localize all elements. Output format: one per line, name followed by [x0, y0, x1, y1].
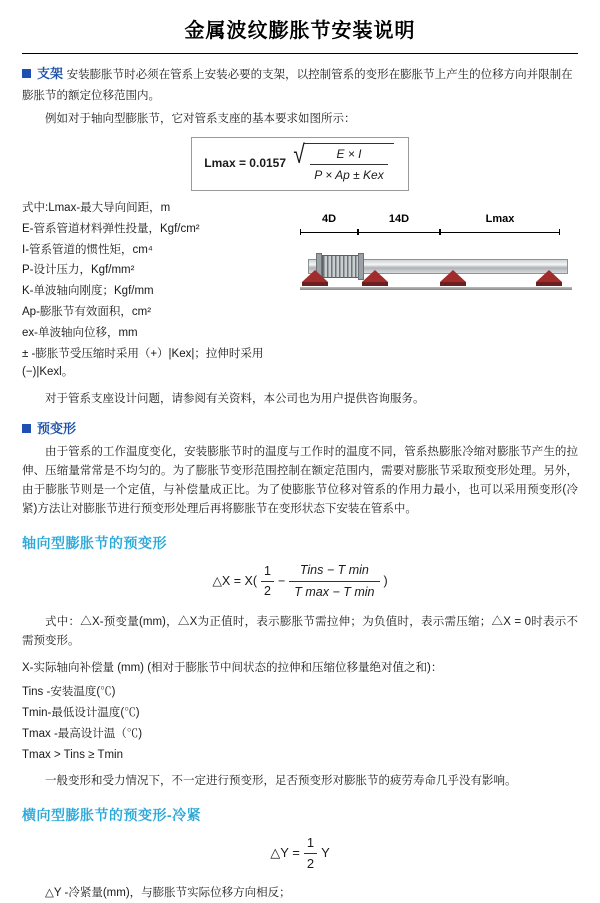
formula-lmax-numerator: E × I	[310, 145, 387, 166]
axial-definitions	[22, 659, 578, 764]
formula-axial-half-denominator: 2	[264, 584, 271, 599]
title-divider	[22, 53, 578, 54]
section-heading-predeform-label: 预变形	[37, 421, 77, 437]
expansion-joint-diagram	[300, 197, 578, 299]
section-heading-lateral: 横向型膨胀节的预变形-冷紧	[22, 807, 202, 824]
formula-lateral-half-denominator: 2	[306, 855, 315, 871]
formula-lateral-box	[270, 833, 330, 874]
dimension-lmax	[440, 211, 560, 235]
radical-sign-icon: √	[293, 138, 305, 169]
formula-lateral-half	[304, 833, 317, 874]
formula-lmax-denominator: P × Ap ± Kex	[314, 168, 384, 183]
dimension-4d-bar	[300, 229, 358, 235]
formula-axial-frac-denominator: T max − T min	[294, 585, 375, 600]
formula-lmax-radical	[292, 138, 394, 185]
formula-lateral-rhs: Y	[321, 845, 330, 861]
legend-item: K-单波轴向刚度；Kgf/mm	[22, 285, 154, 298]
section-heading-support-label: 支架	[37, 66, 64, 81]
formula-axial-box	[212, 561, 387, 603]
formula-axial-fraction	[289, 561, 379, 603]
dimension-14d-bar	[358, 229, 440, 235]
support-paragraph-2: 例如对于轴向型膨胀节，它对管系支座的基本要求如图所示：	[45, 112, 356, 125]
legend-item: Ap-膨胀节有效面积，cm²	[22, 306, 152, 319]
legend-item: I-管系管道的惯性矩，cm⁴	[22, 243, 153, 256]
formula-lmax-lhs: Lmax = 0.0157	[204, 156, 287, 171]
diagram-dimensions	[300, 211, 572, 235]
definition-item: X-实际轴向补偿量 (mm) (相对于膨胀节中间状态的拉伸和压缩位移量绝对值之和)：	[22, 661, 443, 674]
formula-lateral-lhs: △Y =	[270, 845, 300, 861]
dimension-14d	[358, 211, 440, 235]
formula-axial-rhs: )	[383, 574, 388, 589]
formula-lateral	[22, 833, 578, 874]
page-title: 金属波纹膨胀节安装说明	[184, 20, 416, 42]
formula-axial-half	[261, 562, 274, 602]
guide-support-icon	[302, 270, 328, 287]
formula-lmax-box	[191, 137, 408, 191]
dimension-4d	[300, 211, 358, 235]
definition-item: Tins -安装温度(℃)	[22, 686, 116, 699]
legend-diagram-split	[22, 197, 578, 387]
dimension-lmax-bar	[440, 229, 560, 235]
legend-item: E-管系管道材料弹性投量，Kgf/cm²	[22, 222, 200, 235]
axial-note: 式中：△X-预变量(mm)，△X为正值时，表示膨胀节需拉伸；为负值时，表示需压缩；△X = 0时表示不需预变形。	[22, 615, 578, 647]
legend-item: 式中:Lmax-最大导向间距，m	[22, 201, 171, 214]
square-bullet-icon	[22, 69, 31, 78]
legend-item: ex-单波轴向位移，mm	[22, 327, 138, 340]
formula-lmax	[22, 137, 578, 191]
section-heading-axial: 轴向型膨胀节的预变形	[22, 535, 167, 552]
dimension-lmax-label: Lmax	[485, 212, 515, 225]
section-heading-predeform	[22, 419, 578, 439]
guide-support-icon	[440, 270, 466, 287]
ground-line-icon	[300, 287, 572, 290]
definition-item: Tmax > Tins ≥ Tmin	[22, 748, 123, 761]
support-paragraph-1: 安装膨胀节时必须在管系上安装必要的支架，以控制管系的变形在膨胀节上产生的位移方向并限制在膨胀节的额定位移范围内。	[22, 69, 573, 102]
guide-support-icon	[536, 270, 562, 287]
axial-tail: 一般变形和受力情况下，不一定进行预变形，足否预变形对膨胀节的疲劳寿命几乎没有影响。	[45, 775, 517, 788]
square-bullet-icon	[22, 424, 31, 433]
definition-item: Tmin-最低设计温度(℃)	[22, 706, 140, 719]
formula-axial	[22, 561, 578, 603]
support-note: 对于管系支座设计问题，请参阅有关资料，本公司也为用户提供咨询服务。	[45, 393, 425, 406]
predeform-paragraph: 由于管系的工作温度变化，安装膨胀节时的温度与工作时的温度不同，管系热膨胀冷缩对膨胀节产生的拉伸、压缩量常常是不均匀的。为了膨胀节变形范围控制在额定范围内，需要对膨胀节采取预变形处理。另外，由于膨胀节则是一个定值，与补偿量成正比。为了使膨胀节位移对管系的作用力最小，也可以采用预变形(冷紧)方法让对膨胀节进行预变形处理后再将膨胀节在变形状态下安装在管系中。	[22, 446, 578, 516]
section-heading-support	[22, 64, 578, 106]
diagram-body	[300, 211, 572, 299]
dimension-14d-label: 14D	[388, 212, 410, 225]
lateral-note: △Y -冷紧量(mm)，与膨胀节实际位移方向相反；	[45, 887, 291, 900]
formula-lateral-half-numerator: 1	[304, 833, 317, 854]
dimension-4d-label: 4D	[321, 212, 337, 225]
legend-list	[22, 199, 290, 385]
pipe-assembly	[300, 237, 572, 299]
legend-item: ± -膨胀节受压缩时采用（+）|Kex|；拉伸时采用(−)|Kexl。	[22, 348, 264, 379]
definition-item: Tmax -最高设计温（℃)	[22, 727, 143, 740]
formula-axial-lhs: △X = X(	[212, 574, 258, 589]
legend-item: P-设计压力，Kgf/mm²	[22, 264, 135, 277]
formula-axial-half-numerator: 1	[261, 562, 274, 582]
formula-axial-minus: −	[277, 574, 286, 589]
formula-lmax-fraction	[304, 143, 393, 185]
guide-support-icon	[362, 270, 388, 287]
formula-axial-frac-numerator: Tins − T min	[289, 561, 379, 582]
